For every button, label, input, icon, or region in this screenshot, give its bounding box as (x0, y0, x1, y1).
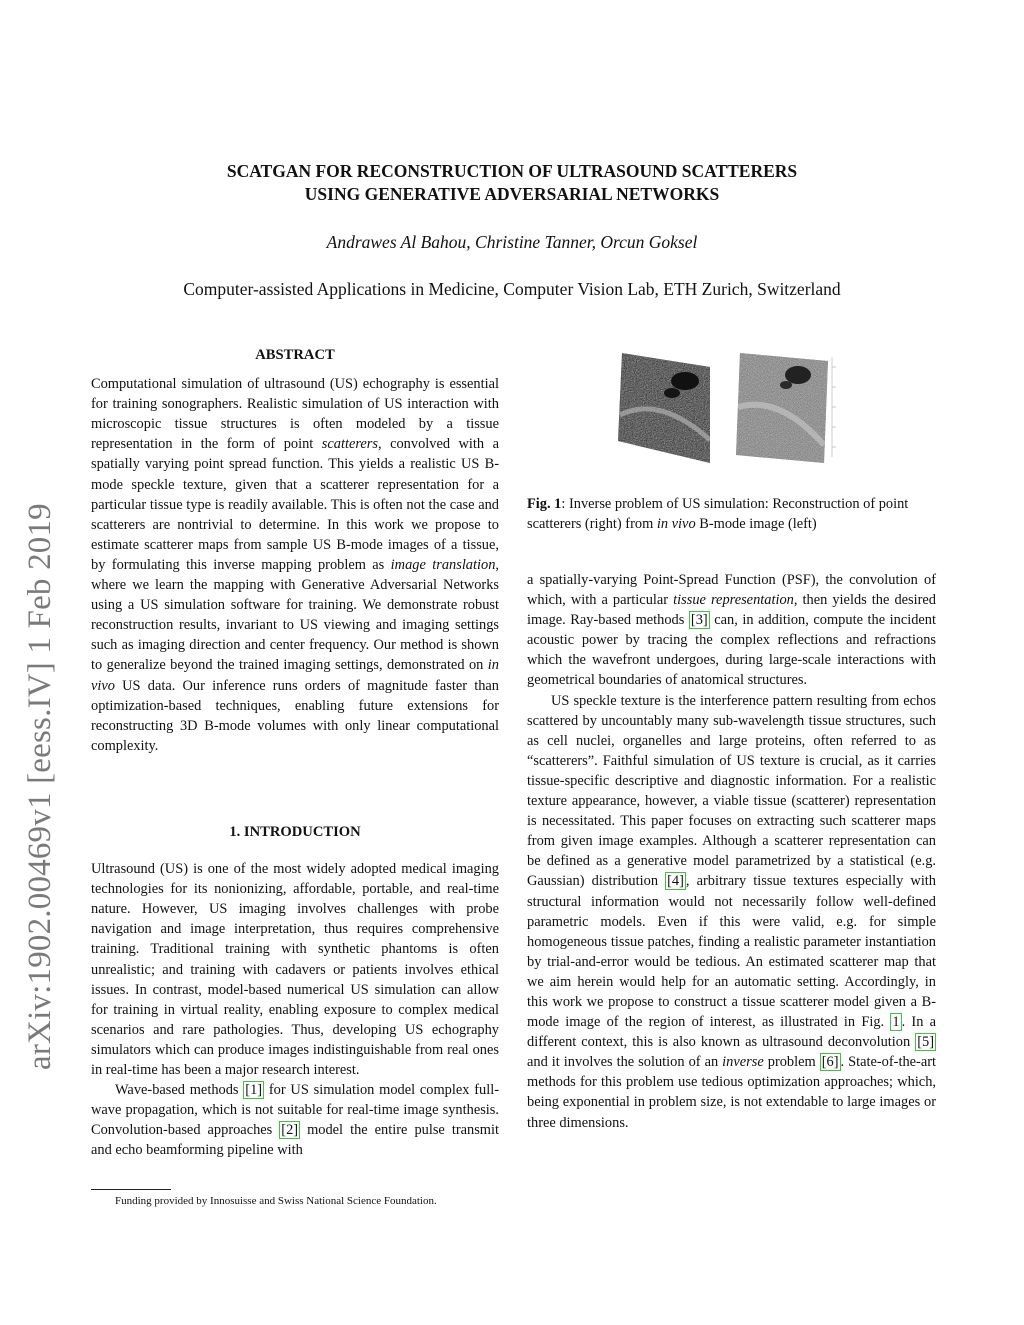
text-part: US speckle texture is the interference pattern resulting from echos scattered by uncountably many sub-wavelength tissue structures, such as cell nuclei, organelles and large proteins, often referred to as “scatterers”. Faithful simulation of US texture is crucial, as it carries tissue-specific descriptive and diagnostic information. For a realistic texture appearance, however, a viable tissue (scatterer) representation is necessitated. This paper focuses on extracting such scatterer maps from given image examples. Although a scatterer representation can be defined as a generative model parametrized by a statistical (e.g. Gaussian) distribution (527, 692, 936, 890)
title-line-2: USING GENERATIVE ADVERSARIAL NETWORKS (304, 184, 720, 204)
abstract-part: US data. Our inference runs orders of magnitude faster than optimization-based techniques, enabling future extensions for reconstructing 3D B-mode volumes with only linear computational complexity. (91, 677, 499, 754)
abstract-em: scatterers (321, 436, 379, 453)
text-part: and it involves the solution of an (527, 1054, 723, 1071)
footnote-rule (91, 1189, 171, 1190)
text-part: , then yields the desired image. Ray-based methods (527, 592, 937, 629)
abstract-em: in vivo (91, 657, 499, 694)
text-part: . State-of-the-art methods for this problem use tedious optimization approaches; which, being exponential in problem size, is not extendable to large images or three dimensions. (527, 1054, 937, 1131)
abstract-section (91, 345, 499, 756)
text-part: can, in addition, compute the incident acoustic power by tracing the complex reflections and refractions which the wavefront undergoes, during large-scale interactions with geometrical boundaries of anatomical structures. (527, 612, 936, 689)
text-em: inverse (722, 1054, 764, 1071)
affiliation: Computer-assisted Applications in Medicine, Computer Vision Lab, ETH Zurich, Switzerland (183, 279, 841, 299)
intro-paragraph-2 (91, 1080, 499, 1160)
caption-part: B-mode image (left) (695, 516, 817, 533)
figure-reference-link[interactable]: 1 (892, 1014, 900, 1031)
abstract-heading: ABSTRACT (255, 347, 335, 363)
authors: Andrawes Al Bahou, Christine Tanner, Orcun Goksel (326, 232, 698, 252)
text-part: problem (763, 1054, 820, 1071)
introduction-heading: 1. INTRODUCTION (229, 824, 361, 840)
intro-part: Wave-based methods (115, 1082, 244, 1099)
abstract-part: , where we learn the mapping with Generative Adversarial Networks using a US simulation software for training. We demonstrate robust reconstruction results, invariant to US viewing and imaging settings such as imaging direction and center frequency. Our method is shown to generalize beyond the trained imaging settings, demonstrated on (91, 556, 500, 674)
text-part: , arbitrary tissue textures especially with structural information would not necessarily follow well-defined parametric models. Even if this were valid, e.g. for simple homogeneous tissue patches, finding a realistic parameter instantiation by trial-and-error would be tedious. An estimated scatterer map that we aim herein would help for an automatic setting. Accordingly, in this work we propose to construct a tissue scatterer model given a B-mode image of the region of interest, as illustrated in Fig. (527, 873, 937, 1031)
right-column-text (527, 570, 936, 1133)
citation-link[interactable]: [1] (245, 1082, 263, 1099)
bmode-image (600, 345, 730, 475)
caption-part: : Inverse problem of US simulation: Reconstruction of point scatterers (right) from (527, 496, 909, 533)
text-part: . In a different context, this is also known as ultrasound deconvolution (527, 1014, 936, 1051)
citation-link[interactable]: [2] (281, 1122, 299, 1139)
intro-part: for US simulation model complex full-wave propagation, which is not suitable for real-time image synthesis. Convolution-based approaches (91, 1082, 499, 1139)
right-paragraph-1 (527, 570, 936, 691)
citation-link[interactable]: [3] (690, 612, 708, 629)
figure-caption (527, 494, 936, 534)
intro-part: model the entire pulse transmit and echo beamforming pipeline with (91, 1122, 499, 1159)
right-paragraph-2 (527, 691, 936, 1133)
abstract-text (91, 374, 499, 756)
abstract-part: Computational simulation of ultrasound (US) echography is essential for training sonographers. Realistic simulation of US interaction with microscopic tissue structures is often modeled by a tissue representation in the form of point (91, 376, 499, 453)
abstract-part: , convolved with a spatially varying point spread function. This yields a realistic US B-mode speckle texture, given that a scatterer representation for a particular tissue type is readily available. This is often not the case and scatterers are nontrivial to determine. In this work we propose to estimate scatterer maps from sample US B-mode images of a tissue, by formulating this inverse mapping problem as (91, 436, 499, 573)
figure-1 (600, 345, 860, 475)
text-em: tissue representation (673, 592, 794, 609)
abstract-em: image translation (390, 556, 496, 573)
figure-label: Fig. 1 (527, 496, 562, 512)
introduction-section (91, 822, 499, 1161)
caption-em: in vivo (656, 516, 696, 533)
citation-link[interactable]: [6] (821, 1054, 839, 1071)
text-part: a spatially-varying Point-Spread Function (PSF), the convolution of which, with a particular (527, 572, 936, 609)
footnote: Funding provided by Innosuisse and Swiss National Science Foundation. (115, 1195, 437, 1207)
figure-images (600, 345, 860, 475)
scatterer-map-image (730, 345, 860, 475)
arxiv-stamp: arXiv:1902.00469v1 [eess.IV] 1 Feb 2019 (22, 503, 58, 1070)
title-line-1: SCATGAN FOR RECONSTRUCTION OF ULTRASOUND SCATTERERS (226, 161, 798, 181)
citation-link[interactable]: [5] (917, 1034, 934, 1051)
citation-link[interactable]: [4] (667, 873, 684, 890)
paper-title (120, 160, 904, 206)
intro-paragraph-1: Ultrasound (US) is one of the most widely adopted medical imaging technologies for its nonionizing, affordable, portable, and real-time nature. However, US imaging involves challenges with probe navigation and image interpretation, thus requires comprehensive training. Traditional training with synthetic phantoms is often unrealistic; and training with cadavers or patients involves ethical issues. In contrast, model-based numerical US simulation can allow for training in virtual reality, enabling exposure to complex medical scenarios and rare pathologies. Thus, developing US echography simulators which can produce images indistinguishable from real ones in real-time has been a major research interest. (91, 861, 499, 1079)
